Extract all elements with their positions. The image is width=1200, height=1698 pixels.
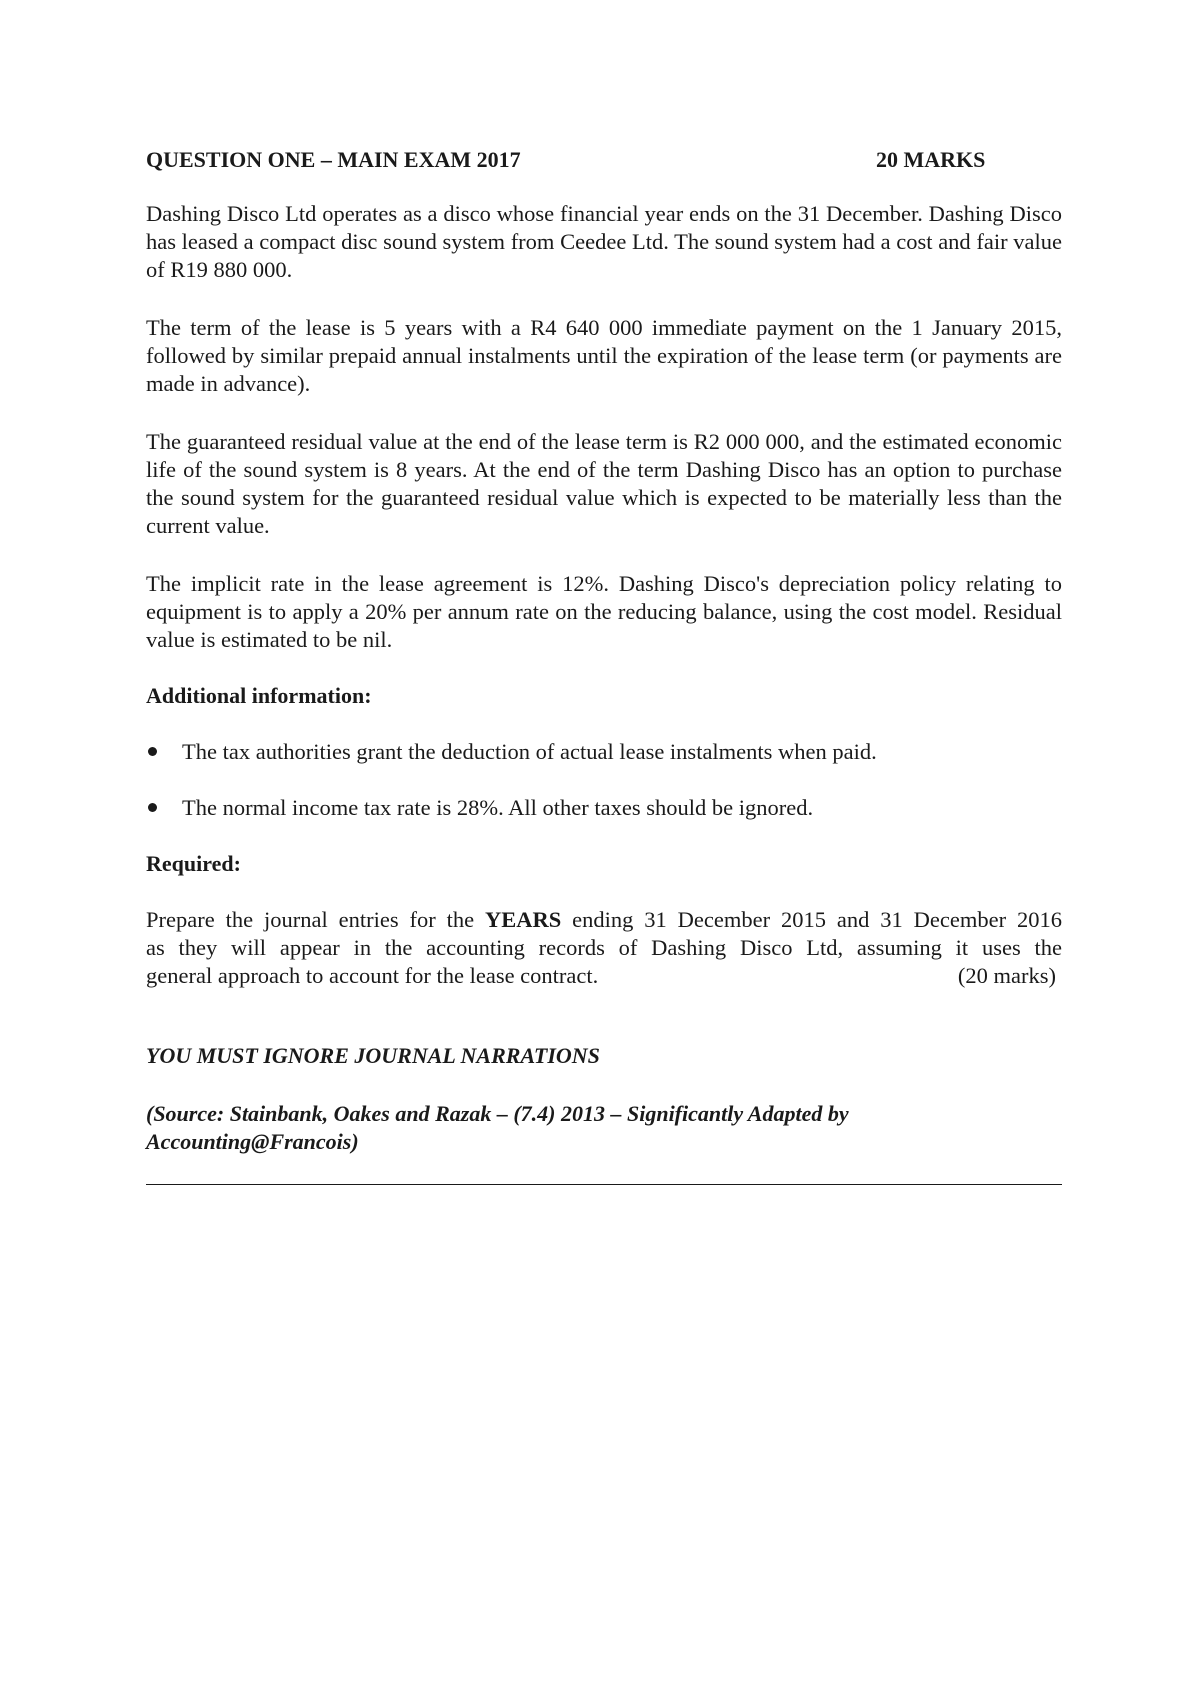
bullet-icon [148, 803, 157, 812]
required-label: Required: [146, 851, 241, 876]
paragraph-lease-term: The term of the lease is 5 years with a R4 640 000 immediate payment on the 1 January 2015, followed by similar prepaid annual instalments until the expiration of the lease term (or payments are made in advance). [146, 315, 1062, 396]
source-citation: (Source: Stainbank, Oakes and Razak – (7.4) 2013 – Significantly Adapted by Accounting@Francois) [146, 1101, 849, 1154]
question-title: QUESTION ONE – MAIN EXAM 2017 [146, 147, 521, 172]
required-text-after: ending 31 December 2015 and 31 December 2016 [561, 907, 1062, 932]
question-heading [146, 146, 1062, 174]
bullet-text: The tax authorities grant the deduction of actual lease instalments when paid. [182, 739, 877, 764]
paragraph-implicit-rate: The implicit rate in the lease agreement is 12%. Dashing Disco's depreciation policy relating to equipment is to apply a 20% per annum rate on the reducing balance, using the cost model. Residual value is estimated to be nil. [146, 571, 1062, 652]
required-instructions [146, 906, 1062, 990]
required-emphasis: YEARS [484, 907, 562, 932]
divider-line [146, 1184, 1062, 1185]
bullet-icon [148, 747, 157, 756]
ignore-narrations-note: YOU MUST IGNORE JOURNAL NARRATIONS [146, 1043, 600, 1068]
required-line-3-text: general approach to account for the lease contract. [146, 963, 599, 988]
paragraph-residual-value: The guaranteed residual value at the end of the lease term is R2 000 000, and the estimated economic life of the sound system is 8 years. At the end of the term Dashing Disco has an option to purchase the sound system for the guaranteed residual value which is expected to be materially less than the current value. [146, 429, 1062, 538]
required-line-2: as they will appear in the accounting records of Dashing Disco Ltd, assuming it uses the [146, 935, 1062, 960]
required-line-3 [146, 962, 1062, 990]
additional-information-label: Additional information: [146, 683, 372, 708]
bullet-text: The normal income tax rate is 28%. All other taxes should be ignored. [182, 795, 814, 820]
question-marks: 20 MARKS [876, 147, 986, 172]
paragraph-lease-background: Dashing Disco Ltd operates as a disco whose financial year ends on the 31 December. Dashing Disco has leased a compact disc sound system from Ceedee Ltd. The sound system had a cost and fair value of R19 880 000. [146, 201, 1062, 282]
required-text-before: Prepare the journal entries for the [146, 907, 485, 932]
required-line-1 [146, 906, 1062, 934]
required-marks: (20 marks) [957, 963, 1056, 988]
